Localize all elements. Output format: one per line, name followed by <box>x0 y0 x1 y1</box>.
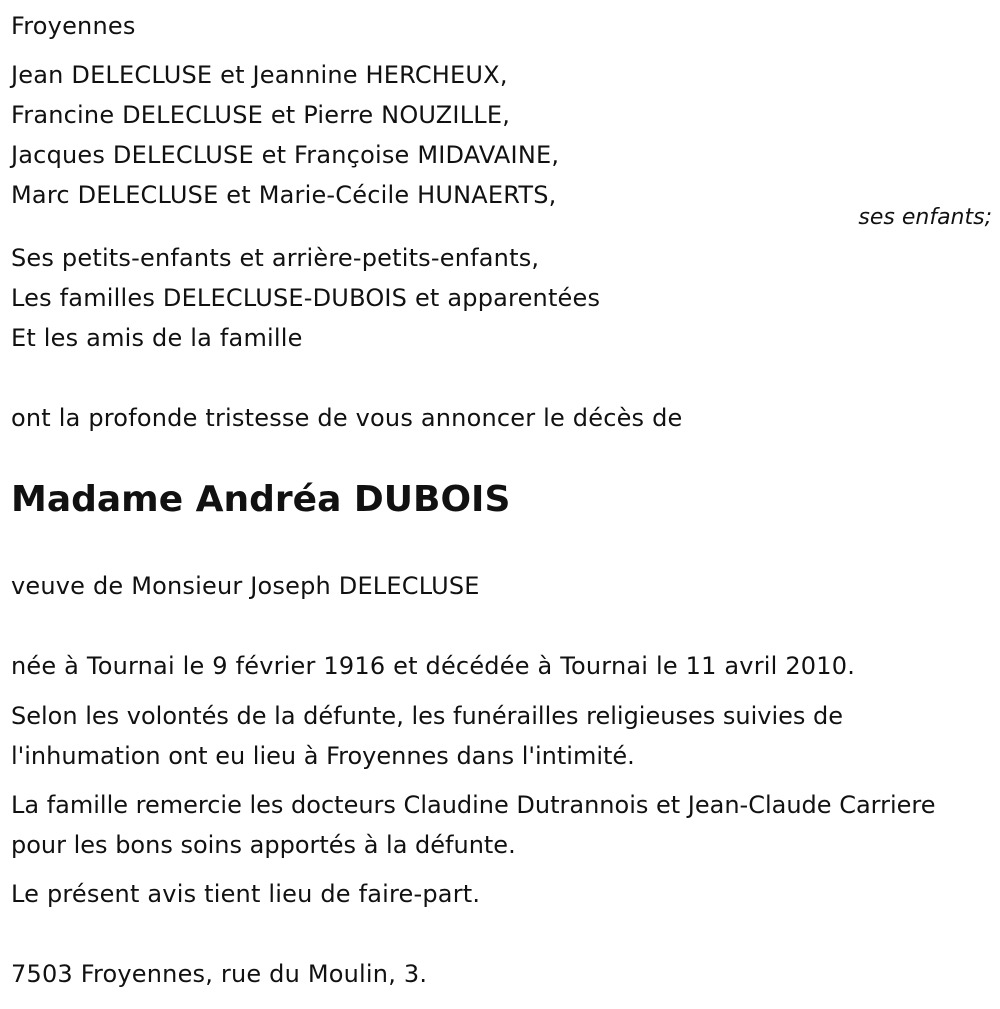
notice-text: Le présent avis tient lieu de faire-part. <box>11 880 481 908</box>
relatives-line: Et les amis de la famille <box>11 324 303 352</box>
deceased-name: Madame Andréa DUBOIS <box>11 479 511 520</box>
other-relatives-list <box>11 238 600 358</box>
child-line: Francine DELECLUSE et Pierre NOUZILLE, <box>11 101 511 129</box>
children-role-label: ses enfants; <box>858 205 992 230</box>
address-text: 7503 Froyennes, rue du Moulin, 3. <box>11 960 428 988</box>
child-line: Marc DELECLUSE et Marie-Cécile HUNAERTS, <box>11 181 557 209</box>
child-line: Jacques DELECLUSE et Françoise MIDAVAINE, <box>11 141 560 169</box>
funeral-wishes-paragraph: Selon les volontés de la défunte, les funérailles religieuses suivies de l'inhumation ont eu lieu à Froyennes dans l'intimité. <box>11 702 844 770</box>
thanks-paragraph: La famille remercie les docteurs Claudine Dutrannois et Jean-Claude Carriere pour les bons soins apportés à la défunte. <box>11 791 936 859</box>
announcement-text: ont la profonde tristesse de vous annoncer le décès de <box>11 404 683 432</box>
birth-death-text: née à Tournai le 9 février 1916 et décédée à Tournai le 11 avril 2010. <box>11 652 856 680</box>
relatives-line: Ses petits-enfants et arrière-petits-enfants, <box>11 244 540 272</box>
widow-of-text: veuve de Monsieur Joseph DELECLUSE <box>11 572 480 600</box>
town-heading: Froyennes <box>11 12 136 40</box>
relatives-line: Les familles DELECLUSE-DUBOIS et apparentées <box>11 284 601 312</box>
children-list <box>11 55 559 215</box>
child-line: Jean DELECLUSE et Jeannine HERCHEUX, <box>11 61 508 89</box>
